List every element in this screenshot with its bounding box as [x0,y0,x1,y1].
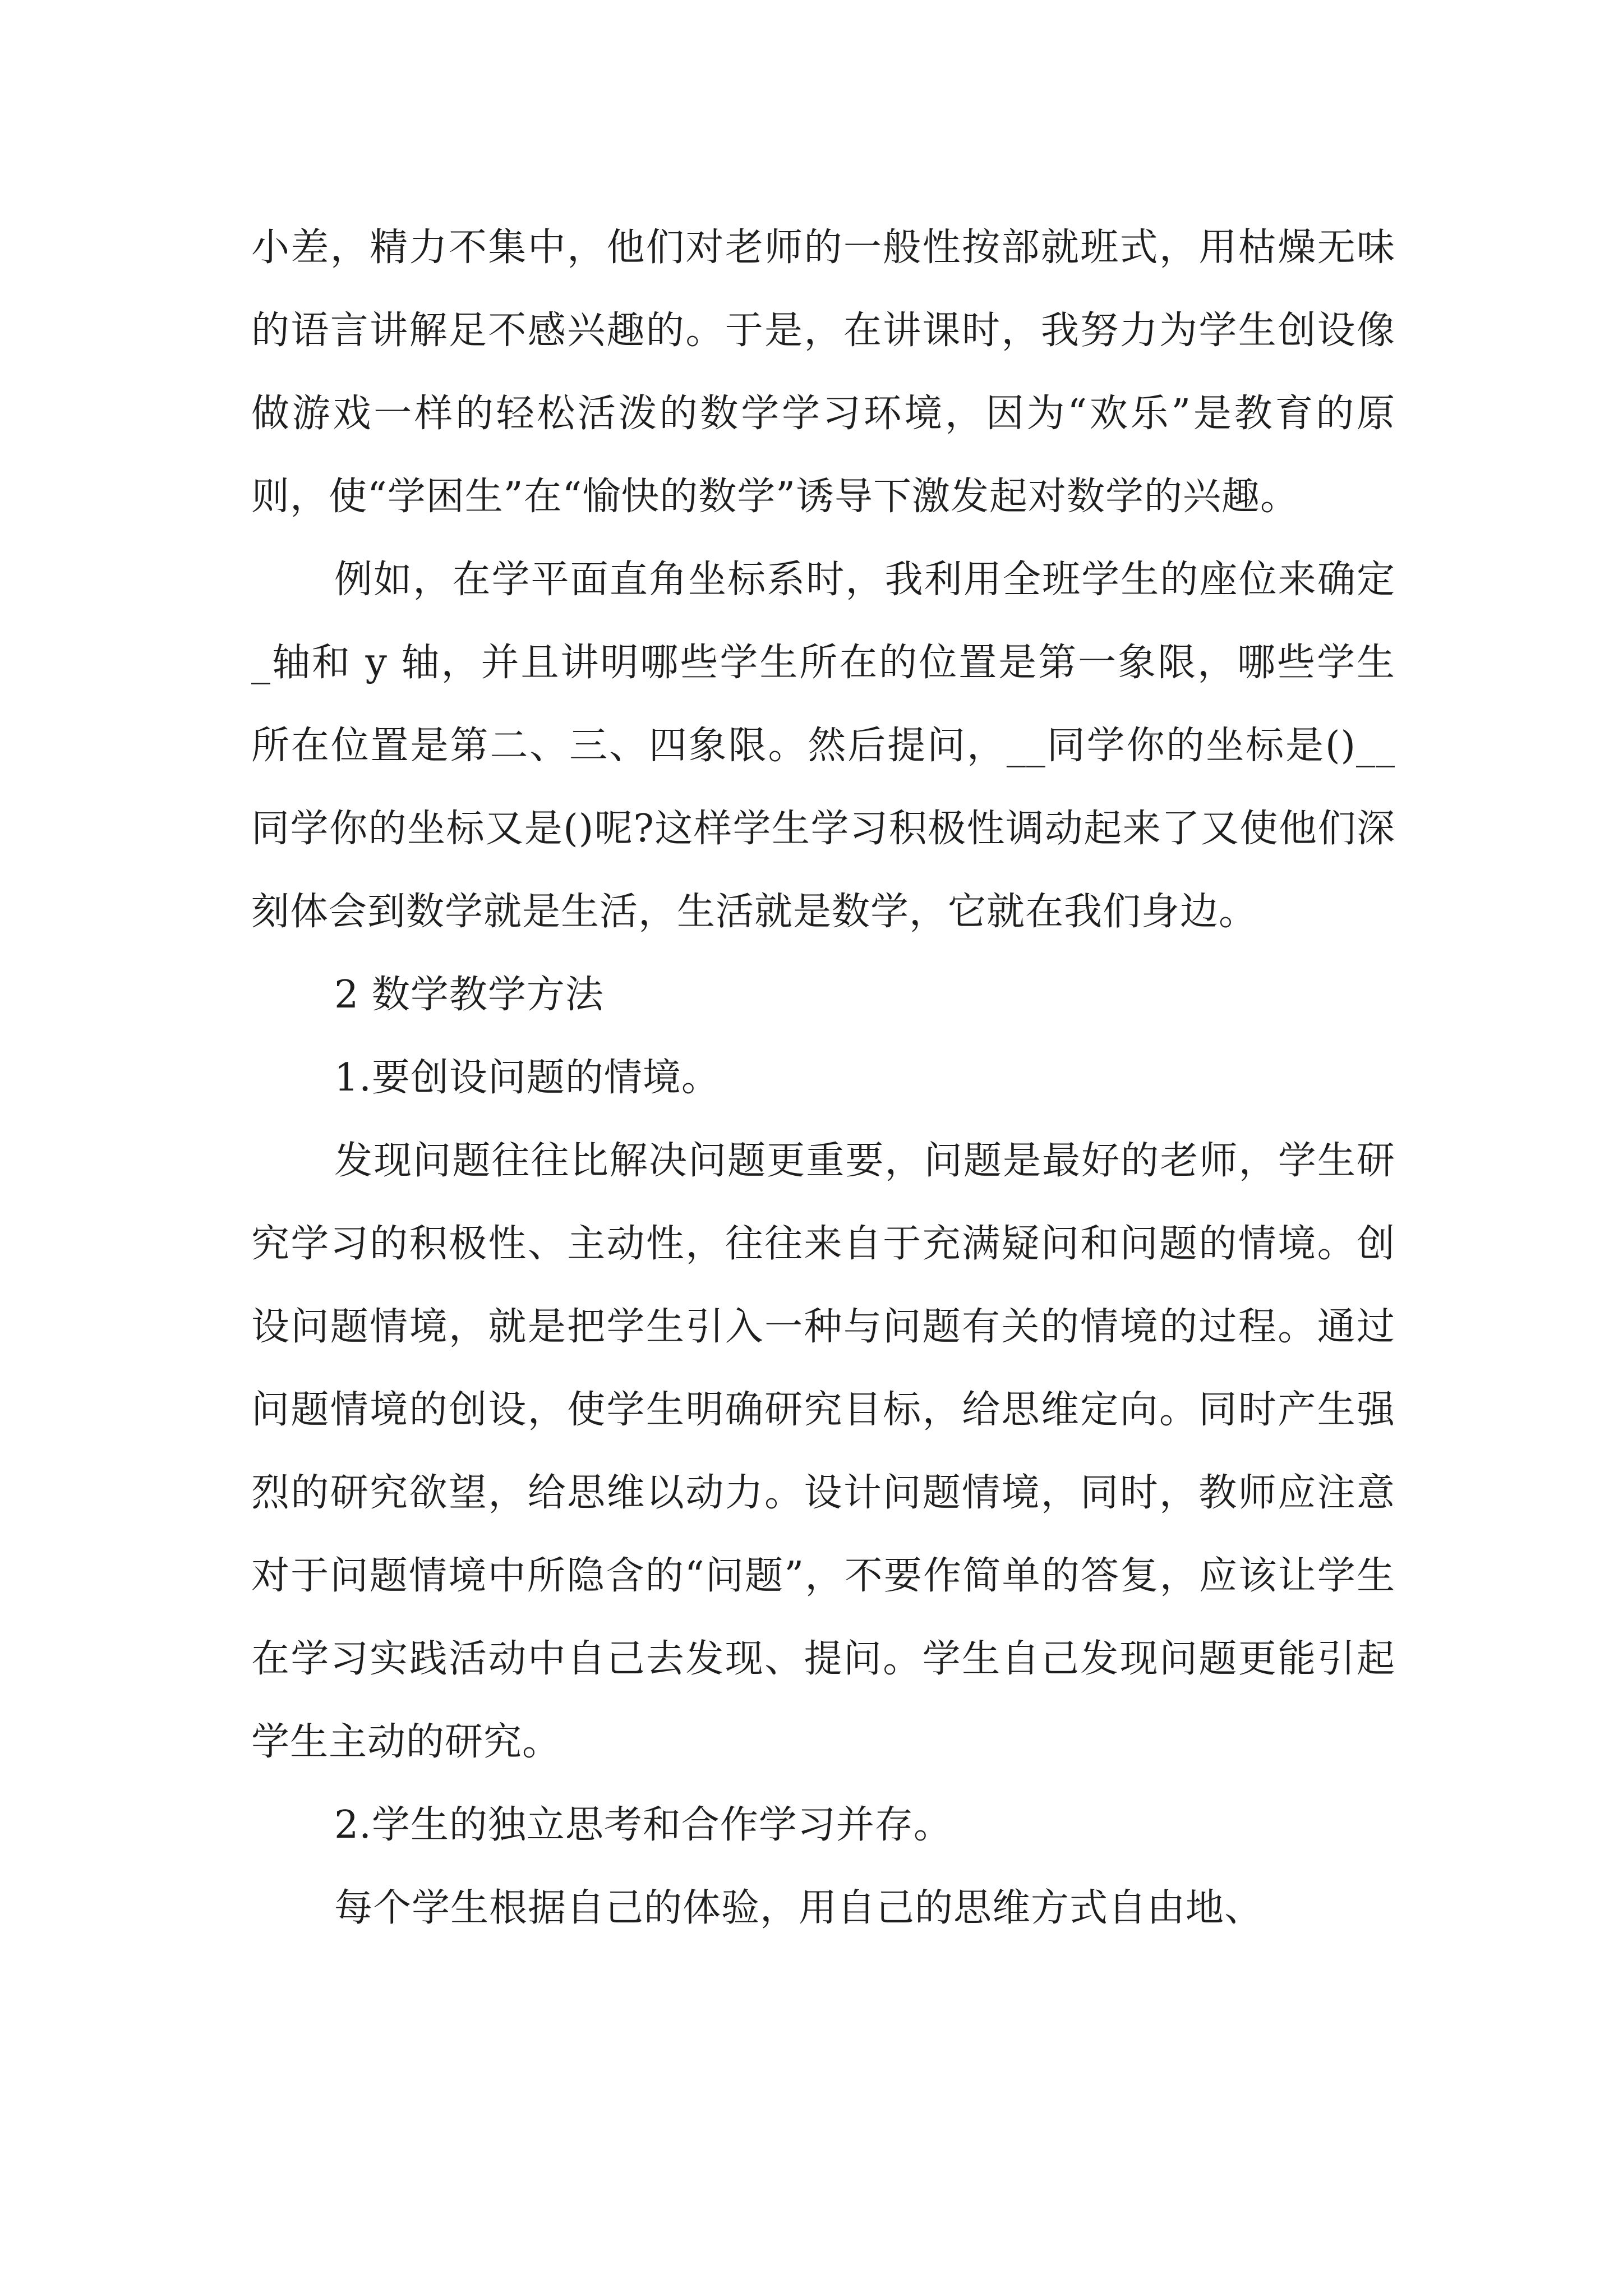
paragraph-continuation: 小差，精力不集中，他们对老师的一般性按部就班式，用枯燥无味的语言讲解足不感兴趣的。于是，在讲课时，我努力为学生创设像做游戏一样的轻松活泼的数学学习环境，因为“欢乐”是教育的原则，使“学困生”在“愉快的数学”诱导下激发起对数学的兴趣。 [251,226,1395,519]
subheading-independent-cooperative: 2.学生的独立思考和合作学习并存。 [334,1803,952,1847]
paragraph-coordinate-example: 例如，在学平面直角坐标系时，我利用全班学生的座位来确定_轴和 y 轴，并且讲明哪些学生所在的位置是第一象限，哪些学生所在位置是第二、三、四象限。然后提问，__同学你的坐标是()__同学你的坐标又是()呢?这样学生学习积极性调动起来了又使他们深刻体会到数学就是生活，生活就是数学，它就在我们身边。 [251,558,1395,934]
section-heading-teaching-methods: 2 数学教学方法 [334,973,604,1017]
subheading-problem-situation: 1.要创设问题的情境。 [334,1056,720,1100]
document-body [251,206,1395,1950]
paragraph-problem-situation: 发现问题往往比解决问题更重要，问题是最好的老师，学生研究学习的积极性、主动性，往往来自于充满疑问和问题的情境。创设问题情境，就是把学生引入一种与问题有关的情境的过程。通过问题情境的创设，使学生明确研究目标，给思维定向。同时产生强烈的研究欲望，给思维以动力。设计问题情境，同时，教师应注意对于问题情境中所隐含的“问题”，不要作简单的答复，应该让学生在学习实践活动中自己去发现、提问。学生自己发现问题更能引起学生主动的研究。 [251,1139,1395,1764]
paragraph-student-experience: 每个学生根据自己的体验，用自己的思维方式自由地、 [334,1886,1264,1930]
